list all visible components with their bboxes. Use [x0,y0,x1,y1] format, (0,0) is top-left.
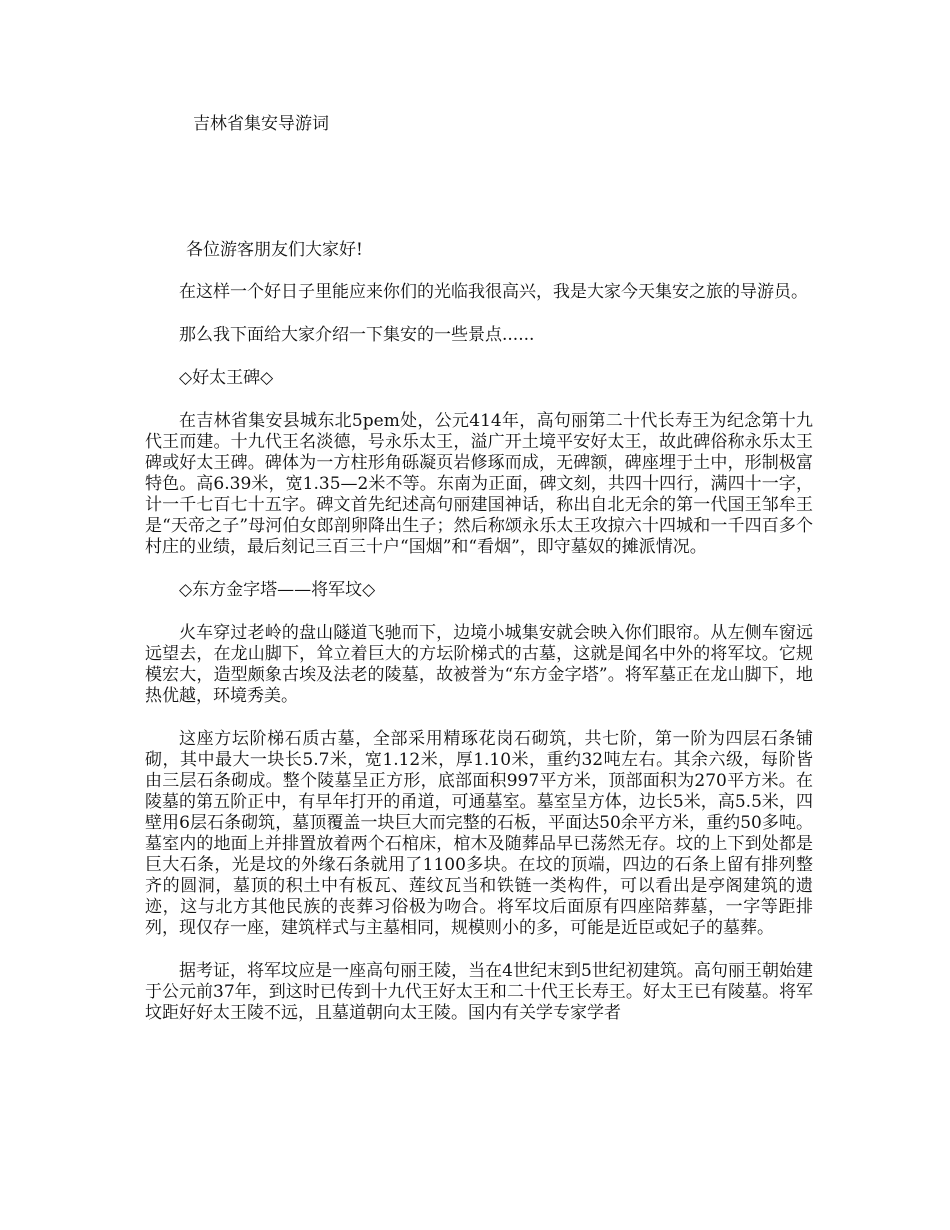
paragraph-stele-description: 在吉林省集安县城东北5pem处，公元414年，高句丽第二十代长寿王为纪念第十九代王而建。十九代王名淡德，号永乐太王，溢广开土境平安好太王，故此碑俗称永乐太王碑或好太王碑。碑体为一方柱形角砾凝页岩修琢而成，无碑额，碑座埋于土中，形制极富特色。高6.39米，宽1.35—2米不等。东南为正面，碑文刻，共四十四行，满四十一字，计一千七百七十五字。碑文首先纪述高句丽建国神话，称出自北无余的第一代国王邹牟王是“天帝之子”母河伯女郎剖卵降出生子；然后称颂永乐太王攻掠六十四城和一千四百多个村庄的业绩，最后刻记三百三十户“国烟”和“看烟”，即守墓奴的摊派情况。 [145,411,813,557]
paragraph-intro: 在这样一个好日子里能应来你们的光临我很高兴，我是大家今天集安之旅的导游员。 [179,282,808,302]
section-heading-haotaiwang-stele: ◇好太王碑◇ [179,368,274,388]
document-title: 吉林省集安导游词 [193,114,329,134]
paragraph-tomb-history: 据考证，将军坟应是一座高句丽王陵，当在4世纪末到5世纪初建筑。高句丽王朝始建于公元前37年，到这时已传到十九代王好太王和二十代王长寿王。好太王已有陵墓。将军坟距好好太王陵不远，且墓道朝向太王陵。国内有关学专家学者 [145,961,813,1023]
section-heading-general-tomb: ◇东方金字塔——将军坟◇ [179,580,376,600]
greeting-line: 各位游客朋友们大家好! [186,240,363,260]
document-body [145,282,813,1046]
paragraph-overview: 那么我下面给大家介绍一下集安的一些景点...... [179,325,535,345]
paragraph-tomb-approach: 火车穿过老岭的盘山隧道飞驰而下，边境小城集安就会映入你们眼帘。从左侧车窗远远望去，在龙山脚下，耸立着巨大的方坛阶梯式的古墓，这就是闻名中外的将军坟。它规模宏大，造型颇象古埃及法老的陵墓，故被誉为“东方金字塔”。将军墓正在龙山脚下，地热优越，环境秀美。 [145,623,813,706]
paragraph-tomb-structure: 这座方坛阶梯石质古墓，全部采用精琢花岗石砌筑，共七阶，第一阶为四层石条铺砌，其中最大一块长5.7米，宽1.12米，厚1.10米，重约32吨左右。其余六级，每阶皆由三层石条砌成。整个陵墓呈正方形，底部面积997平方米，顶部面积为270平方米。在陵墓的第五阶正中，有早年打开的甬道，可通墓室。墓室呈方体，边长5米，高5.5米，四壁用6层石条砌筑，墓顶覆盖一块巨大而完整的石板，平面达50余平方米，重约50多吨。墓室内的地面上并排置放着两个石棺床，棺木及随葬品早已荡然无存。坟的上下到处都是巨大石条，光是坟的外缘石条就用了1100多块。在坟的顶端，四边的石条上留有排列整齐的圆洞，墓顶的积土中有板瓦、莲纹瓦当和铁链一类构件，可以看出是亭阁建筑的遗迹，这与北方其他民族的丧葬习俗极为吻合。将军坟后面原有四座陪葬墓，一字等距排列，现仅存一座，建筑样式与主墓相同，规模则小的多，可能是近臣或妃子的墓葬。 [145,729,813,938]
